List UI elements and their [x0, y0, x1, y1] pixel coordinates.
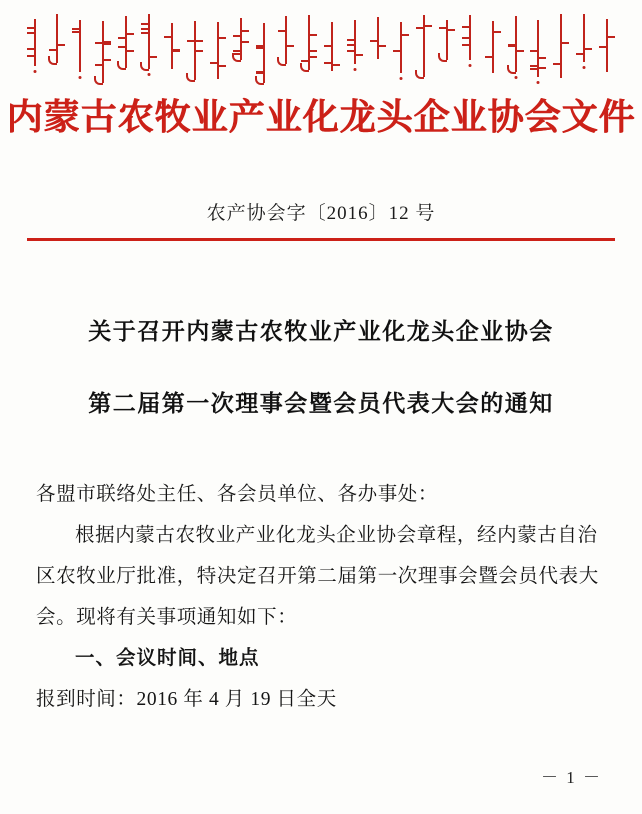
- mongolian-stroke: [278, 30, 286, 32]
- mongolian-stroke: [149, 56, 157, 58]
- mongolian-stroke: [530, 68, 538, 70]
- mongolian-dot: [468, 64, 471, 67]
- mongolian-stroke: [416, 27, 424, 29]
- mongolian-stroke: [72, 28, 80, 30]
- mongolian-stem: [217, 22, 219, 79]
- mongolian-stroke: [309, 50, 317, 52]
- mongolian-glyph: [438, 12, 455, 82]
- mongolian-stem: [492, 21, 494, 73]
- mongolian-stroke: [95, 64, 103, 66]
- mongolian-stroke: [370, 40, 378, 42]
- body-paragraph-1: 根据内蒙古农牧业产业化龙头企业协会章程，经内蒙古自治区农牧业厅批准，特决定召开第二届第一次理事会暨会员代表大会。现将有关事项通知如下：: [36, 525, 599, 628]
- mongolian-dot: [537, 81, 540, 84]
- mongolian-glyph: [324, 12, 341, 82]
- mongolian-dot: [354, 68, 357, 71]
- mongolian-stroke: [103, 41, 111, 43]
- mongolian-stroke: [72, 31, 80, 33]
- mongolian-hook: [277, 57, 286, 66]
- mongolian-stroke: [530, 65, 538, 67]
- mongolian-stroke: [27, 27, 35, 29]
- mongolian-stroke: [576, 53, 584, 55]
- mongolian-stroke: [141, 28, 149, 30]
- mongolian-glyph: [278, 12, 295, 82]
- page-number: － 1 －: [541, 768, 602, 787]
- mongolian-glyph: [26, 12, 43, 82]
- mongolian-stroke: [126, 50, 134, 52]
- mongolian-stroke: [553, 63, 561, 65]
- mongolian-stroke: [241, 30, 249, 32]
- mongolian-stroke: [49, 49, 57, 51]
- masthead: [0, 95, 642, 140]
- body-section-heading-1: 一、会议时间、地点: [75, 648, 260, 669]
- mongolian-hook: [48, 56, 57, 65]
- mongolian-glyph: [186, 12, 203, 82]
- mongolian-stroke: [256, 47, 264, 49]
- mongolian-stem: [263, 23, 265, 83]
- mongolian-hook: [232, 53, 241, 62]
- mongolian-stroke: [538, 67, 546, 69]
- mongolian-glyph: [484, 12, 501, 82]
- document-body: [36, 474, 608, 720]
- mongolian-hook: [140, 62, 149, 71]
- mongolian-stroke: [286, 45, 294, 47]
- mongolian-glyph: [72, 12, 89, 82]
- mongolian-stroke: [424, 25, 432, 27]
- document-title: [0, 296, 642, 440]
- mongolian-stroke: [347, 39, 355, 41]
- mongolian-stroke: [485, 56, 493, 58]
- red-horizontal-rule: [27, 238, 615, 241]
- mongolian-hook: [507, 65, 516, 74]
- mongolian-glyph: [232, 12, 249, 82]
- mongolian-stroke: [27, 48, 35, 50]
- mongolian-stroke: [462, 26, 470, 28]
- mongolian-stroke: [584, 48, 592, 50]
- mongolian-stroke: [118, 46, 126, 48]
- mongolian-stem: [560, 14, 562, 78]
- mongolian-dot: [148, 73, 151, 76]
- mongolian-stem: [354, 20, 356, 64]
- mongolian-glyph: [576, 12, 593, 82]
- mongolian-stroke: [516, 50, 524, 52]
- mongolian-script-header: [26, 12, 616, 86]
- mongolian-stroke: [462, 44, 470, 46]
- mongolian-stroke: [118, 37, 126, 39]
- mongolian-stroke: [309, 34, 317, 36]
- mongolian-hook: [186, 73, 195, 82]
- mongolian-hook: [300, 63, 309, 72]
- mongolian-stroke: [187, 40, 195, 42]
- mongolian-stroke: [141, 32, 149, 34]
- mongolian-glyph: [49, 12, 66, 82]
- mongolian-stroke: [324, 62, 332, 64]
- mongolian-stroke: [27, 55, 35, 57]
- mongolian-stroke: [256, 45, 264, 47]
- mongolian-glyph: [461, 12, 478, 82]
- mongolian-stroke: [355, 54, 363, 56]
- mongolian-stroke: [508, 45, 516, 47]
- mongolian-glyph: [507, 12, 524, 82]
- mongolian-stroke: [172, 49, 180, 51]
- mongolian-stroke: [103, 59, 111, 61]
- mongolian-stroke: [607, 36, 615, 38]
- mongolian-stroke: [233, 35, 241, 37]
- mongolian-glyph: [209, 12, 226, 82]
- mongolian-glyph: [163, 12, 180, 82]
- mongolian-stroke: [195, 50, 203, 52]
- mongolian-stroke: [218, 65, 226, 67]
- mongolian-glyph: [95, 12, 112, 82]
- mongolian-stroke: [378, 45, 386, 47]
- mongolian-stem: [377, 17, 379, 59]
- mongolian-hook: [415, 70, 424, 79]
- mongolian-stroke: [27, 32, 35, 34]
- mongolian-stroke: [95, 42, 103, 44]
- mongolian-hook: [438, 53, 447, 62]
- mongolian-stroke: [309, 56, 317, 58]
- mongolian-stroke: [447, 29, 455, 31]
- mongolian-stroke: [538, 57, 546, 59]
- mongolian-glyph: [141, 12, 158, 82]
- mongolian-stroke: [233, 50, 241, 52]
- mongolian-dot: [514, 76, 517, 79]
- document-title-line-2: 第二届第一次理事会暨会员代表大会的通知: [88, 391, 554, 416]
- mongolian-glyph: [415, 12, 432, 82]
- mongolian-glyph: [301, 12, 318, 82]
- mongolian-stroke: [241, 41, 249, 43]
- document-title-line-1: 关于召开内蒙古农牧业产业化龙头企业协会: [88, 319, 554, 344]
- mongolian-stroke: [439, 27, 447, 29]
- mongolian-stroke: [393, 50, 401, 52]
- mongolian-glyph: [370, 12, 387, 82]
- mongolian-hook: [94, 76, 103, 85]
- mongolian-stroke: [256, 72, 264, 74]
- mongolian-stroke: [401, 34, 409, 36]
- mongolian-stroke: [164, 36, 172, 38]
- mongolian-dot: [400, 77, 403, 80]
- body-paragraph-2: 报到时间：2016 年 4 月 19 日全天: [36, 689, 337, 710]
- masthead-title: 内蒙古农牧业产业化龙头企业协会文件: [6, 97, 636, 137]
- mongolian-stroke: [347, 44, 355, 46]
- mongolian-stroke: [195, 40, 203, 42]
- mongolian-stem: [400, 22, 402, 73]
- mongolian-stroke: [301, 60, 309, 62]
- mongolian-glyph: [347, 12, 364, 82]
- mongolian-stroke: [599, 46, 607, 48]
- mongolian-stroke: [103, 43, 111, 45]
- mongolian-stroke: [561, 42, 569, 44]
- mongolian-glyph: [393, 12, 410, 82]
- mongolian-stem: [171, 23, 173, 69]
- mongolian-stroke: [347, 50, 355, 52]
- mongolian-stem: [102, 21, 104, 83]
- mongolian-glyph: [118, 12, 135, 82]
- mongolian-stroke: [462, 37, 470, 39]
- mongolian-hook: [255, 76, 264, 85]
- mongolian-stroke: [141, 23, 149, 25]
- mongolian-stroke: [210, 62, 218, 64]
- mongolian-stroke: [57, 44, 65, 46]
- mongolian-stroke: [126, 33, 134, 35]
- mongolian-glyph: [530, 12, 547, 82]
- mongolian-hook: [117, 61, 126, 70]
- mongolian-stroke: [332, 64, 340, 66]
- mongolian-dot: [583, 66, 586, 69]
- mongolian-dot: [33, 70, 36, 73]
- mongolian-stroke: [324, 45, 332, 47]
- mongolian-glyph: [255, 12, 272, 82]
- mongolian-stroke: [530, 50, 538, 52]
- mongolian-glyph: [599, 12, 616, 82]
- body-salutation: 各盟市联络处主任、各会员单位、各办事处：: [36, 484, 439, 505]
- mongolian-dot: [79, 76, 82, 79]
- mongolian-stroke: [493, 31, 501, 33]
- mongolian-glyph: [553, 12, 570, 82]
- document-number: 农产协会字〔2016〕12 号: [206, 203, 436, 224]
- mongolian-stroke: [218, 37, 226, 39]
